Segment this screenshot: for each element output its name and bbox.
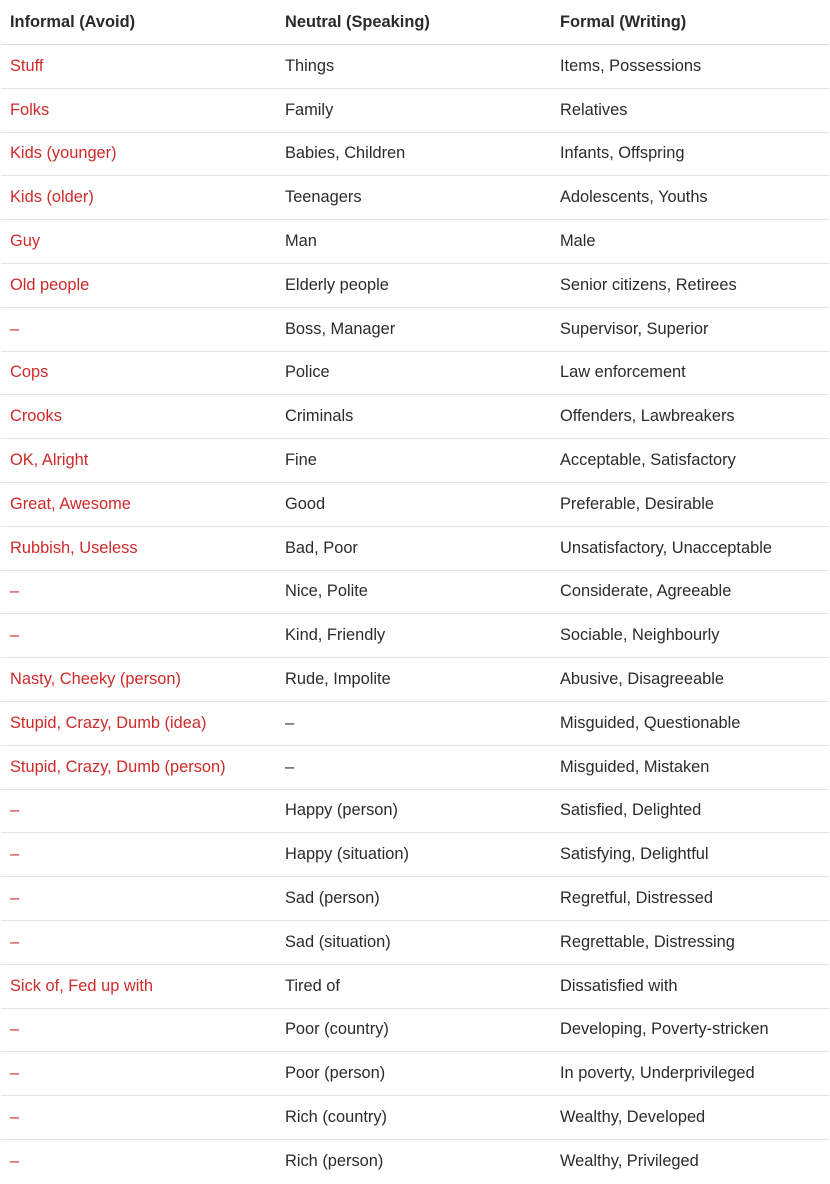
formal-cell: Abusive, Disagreeable [560,670,725,689]
neutral-cell: Criminals [285,407,354,426]
table-row [1,702,829,746]
formal-cell: Infants, Offspring [560,144,685,163]
informal-cell: Nasty, Cheeky (person) [10,670,181,689]
table-row [1,790,829,834]
informal-cell: Great, Awesome [10,494,131,513]
neutral-cell: Sad (situation) [285,932,391,951]
formal-cell: Offenders, Lawbreakers [560,407,735,426]
formal-cell: Satisfying, Delightful [560,845,709,864]
neutral-cell: – [285,757,295,776]
table-row [1,1140,829,1184]
informal-cell: Rubbish, Useless [10,538,138,557]
neutral-cell: Family [285,100,334,119]
header-informal: Informal (Avoid) [10,12,136,31]
table-row [1,439,829,483]
formal-cell: Regretful, Distressed [560,889,714,908]
neutral-cell: Happy (person) [285,801,398,820]
formal-cell: Wealthy, Developed [560,1108,706,1127]
formal-cell: Male [560,232,596,251]
table-row [1,176,829,220]
informal-cell: – [10,932,20,951]
table-row [1,133,829,177]
neutral-cell: Man [285,232,317,251]
formal-cell: Misguided, Questionable [560,713,741,732]
informal-cell: Stupid, Crazy, Dumb (idea) [10,713,207,732]
formal-cell: Preferable, Desirable [560,494,714,513]
table-row [1,1052,829,1096]
neutral-cell: Poor (person) [285,1064,386,1083]
formal-cell: Supervisor, Superior [560,319,709,338]
table-row [1,45,829,89]
formal-cell: Unsatisfactory, Unacceptable [560,538,772,557]
neutral-cell: Bad, Poor [285,538,358,557]
neutral-cell: Boss, Manager [285,319,396,338]
formal-cell: Items, Possessions [560,56,702,75]
informal-cell: Guy [10,232,41,251]
informal-cell: Old people [10,275,90,294]
informal-cell: – [10,1152,20,1171]
header-formal: Formal (Writing) [560,12,687,31]
table-row [1,746,829,790]
neutral-cell: Elderly people [285,275,389,294]
formal-cell: Law enforcement [560,363,686,382]
informal-cell: – [10,1020,20,1039]
neutral-cell: Happy (situation) [285,845,409,864]
vocabulary-table [1,0,829,1184]
informal-cell: Kids (older) [10,188,94,207]
table-row [1,527,829,571]
formal-cell: Relatives [560,100,628,119]
formal-cell: Misguided, Mistaken [560,757,710,776]
neutral-cell: Fine [285,451,317,470]
informal-cell: – [10,801,20,820]
table-row [1,658,829,702]
informal-cell: – [10,319,20,338]
neutral-cell: Rude, Impolite [285,670,391,689]
informal-cell: – [10,1064,20,1083]
formal-cell: Adolescents, Youths [560,188,708,207]
table-row [1,833,829,877]
formal-cell: Wealthy, Privileged [560,1152,699,1171]
formal-cell: Dissatisfied with [560,976,678,995]
table-row [1,264,829,308]
table-row [1,571,829,615]
table-body [1,45,829,1184]
informal-cell: Crooks [10,407,62,426]
table-row [1,308,829,352]
formal-cell: Satisfied, Delighted [560,801,702,820]
formal-cell: Senior citizens, Retirees [560,275,737,294]
neutral-cell: Sad (person) [285,889,380,908]
informal-cell: Sick of, Fed up with [10,976,154,995]
neutral-cell: Teenagers [285,188,362,207]
formal-cell: Sociable, Neighbourly [560,626,720,645]
neutral-cell: Babies, Children [285,144,406,163]
table-row [1,483,829,527]
neutral-cell: Rich (person) [285,1152,384,1171]
table-row [1,352,829,396]
informal-cell: OK, Alright [10,451,89,470]
table-row [1,220,829,264]
table-row [1,395,829,439]
informal-cell: Kids (younger) [10,144,117,163]
informal-cell: Stupid, Crazy, Dumb (person) [10,757,226,776]
informal-cell: Cops [10,363,49,382]
neutral-cell: Things [285,56,335,75]
table-row [1,89,829,133]
table-row [1,614,829,658]
informal-cell: Folks [10,100,50,119]
formal-cell: Considerate, Agreeable [560,582,732,601]
neutral-cell: – [285,713,295,732]
neutral-cell: Kind, Friendly [285,626,386,645]
neutral-cell: Nice, Polite [285,582,368,601]
neutral-cell: Tired of [285,976,340,995]
table-row [1,921,829,965]
neutral-cell: Police [285,363,330,382]
informal-cell: – [10,845,20,864]
formal-cell: Regrettable, Distressing [560,932,735,951]
informal-cell: – [10,889,20,908]
neutral-cell: Poor (country) [285,1020,389,1039]
informal-cell: – [10,626,20,645]
neutral-cell: Good [285,494,326,513]
table-row [1,1096,829,1140]
formal-cell: Acceptable, Satisfactory [560,451,736,470]
table-header-row [1,0,829,45]
header-neutral: Neutral (Speaking) [285,12,430,31]
formal-cell: In poverty, Underprivileged [560,1064,755,1083]
informal-cell: Stuff [10,56,44,75]
informal-cell: – [10,1108,20,1127]
formal-cell: Developing, Poverty-stricken [560,1020,769,1039]
informal-cell: – [10,582,20,601]
table-row [1,965,829,1009]
table-row [1,1009,829,1053]
table-row [1,877,829,921]
neutral-cell: Rich (country) [285,1108,388,1127]
